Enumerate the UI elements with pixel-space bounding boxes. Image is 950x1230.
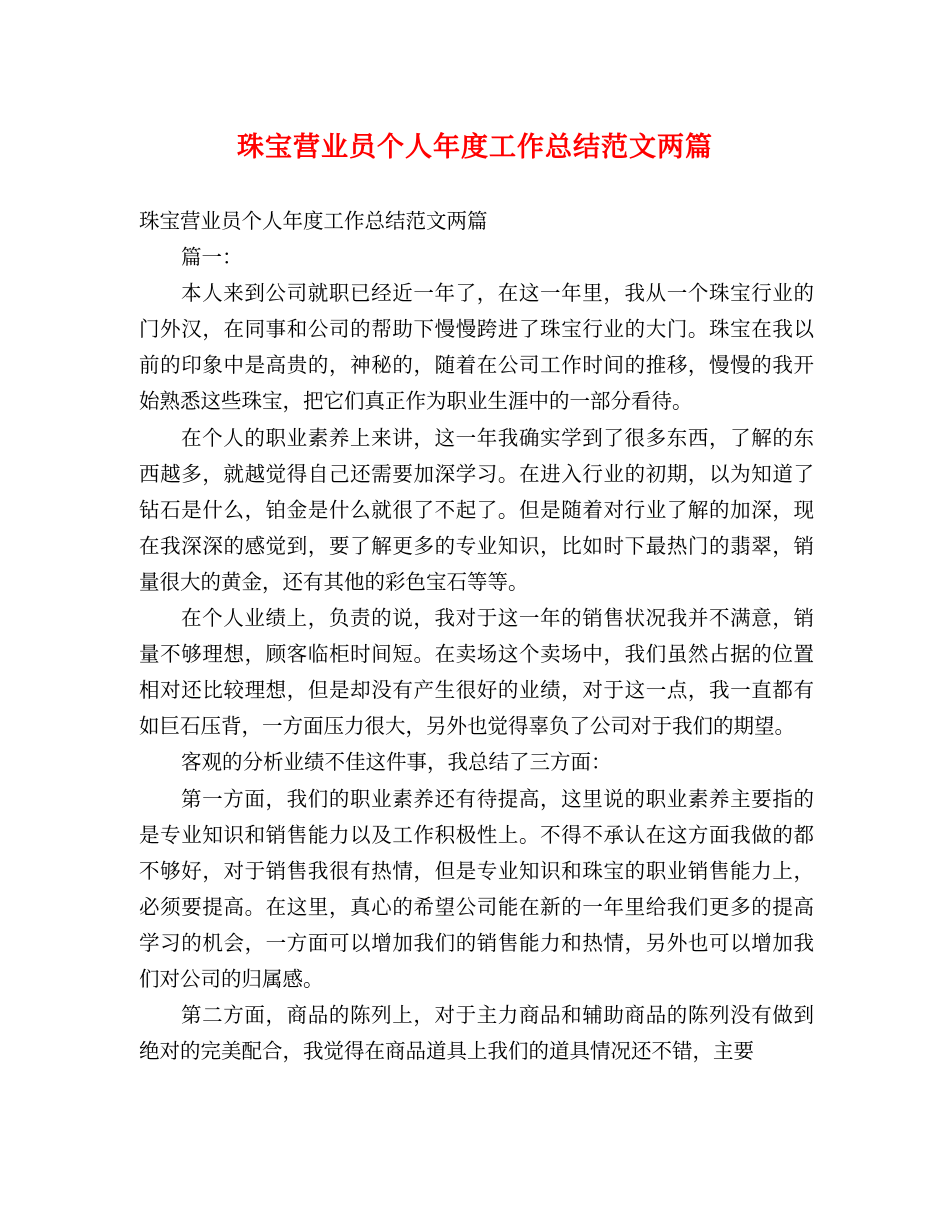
paragraph: 本人来到公司就职已经近一年了，在这一年里，我从一个珠宝行业的门外汉，在同事和公司的帮助下慢慢跨进了珠宝行业的大门。珠宝在我以前的印象中是高贵的，神秘的，随着在公司工作时间的推移，慢慢的我开始熟悉这些珠宝，把它们真正作为职业生涯中的一部分看待。: [139, 281, 814, 414]
document-title: 珠宝营业员个人年度工作总结范文两篇: [237, 132, 713, 163]
paragraph: 在个人的职业素养上来讲，这一年我确实学到了很多东西，了解的东西越多，就越觉得自己还需要加深学习。在进入行业的初期，以为知道了钻石是什么，铂金是什么就很了不起了。但是随着对行业了解的加深，现在我深深的感觉到，要了解更多的专业知识，比如时下最热门的翡翠，销量很大的黄金，还有其他的彩色宝石等等。: [139, 425, 814, 594]
paragraph: 第二方面，商品的陈列上，对于主力商品和辅助商品的陈列没有做到绝对的完美配合，我觉得在商品道具上我们的道具情况还不错，主要: [139, 1003, 814, 1064]
document-subtitle: 珠宝营业员个人年度工作总结范文两篇: [139, 209, 488, 233]
paragraph: 第一方面，我们的职业素养还有待提高，这里说的职业素养主要指的是专业知识和销售能力以及工作积极性上。不得不承认在这方面我做的都不够好，对于销售我很有热情，但是专业知识和珠宝的职业销售能力上，必须要提高。在这里，真心的希望公司能在新的一年里给我们更多的提高学习的机会，一方面可以增加我们的销售能力和热情，另外也可以增加我们对公司的归属感。: [139, 786, 814, 991]
document-body: [139, 203, 814, 1069]
paragraph: 客观的分析业绩不佳这件事，我总结了三方面：: [181, 750, 612, 775]
section-label: 篇一：: [181, 245, 243, 270]
paragraph: 在个人业绩上，负责的说，我对于这一年的销售状况我并不满意，销量不够理想，顾客临柜时间短。在卖场这个卖场中，我们虽然占据的位置相对还比较理想，但是却没有产生很好的业绩，对于这一点，我一直都有如巨石压背，一方面压力很大，另外也觉得辜负了公司对于我们的期望。: [139, 606, 814, 739]
